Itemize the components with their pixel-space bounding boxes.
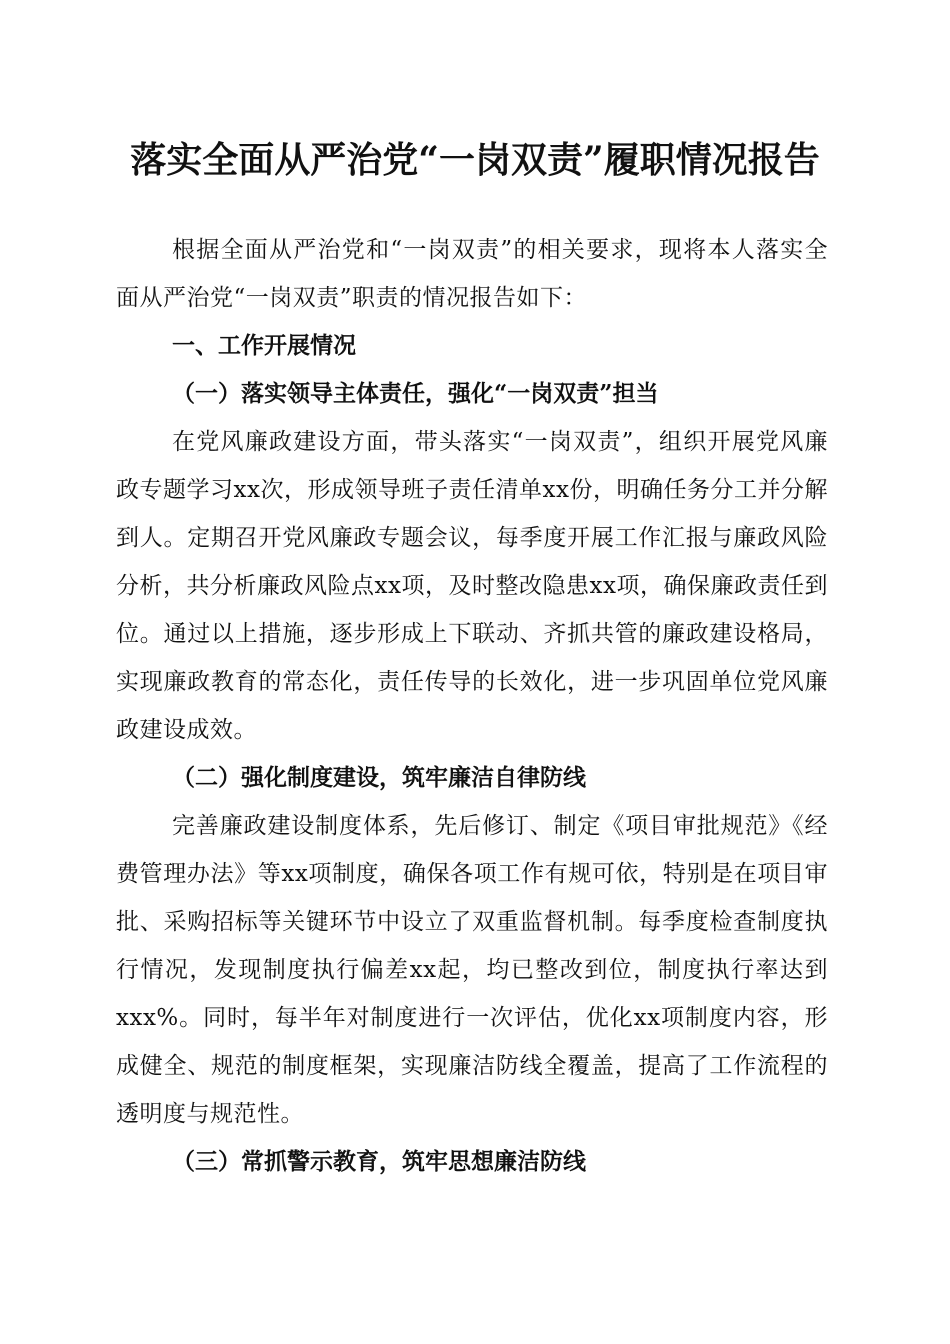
subsection-heading-leadership-responsibility: （一）落实领导主体责任，强化“一岗双责”担当 [172, 380, 659, 407]
document-title: 落实全面从严治党“一岗双责”履职情况报告 [130, 139, 820, 181]
subsection-body-system-building: 完善廉政建设制度体系，先后修订、制定《项目审批规范》《经费管理办法》等xx项制度，确保各项工作有规可依，特别是在项目审批、采购招标等关键环节中设立了双重监督机制。每季度检查制度执行情况，发现制度执行偏差xx起，均已整改到位，制度执行率达到xxx%。同时，每半年对制度进行一次评估，优化xx项制度内容，形成健全、规范的制度框架，实现廉洁防线全覆盖，提高了工作流程的透明度与规范性。 [116, 813, 828, 1127]
subsection-heading-warning-education: （三）常抓警示教育，筑牢思想廉洁防线 [172, 1148, 586, 1175]
subsection-heading-system-building: （二）强化制度建设，筑牢廉洁自律防线 [172, 764, 586, 791]
subsection-body-leadership-responsibility: 在党风廉政建设方面，带头落实“一岗双责”，组织开展党风廉政专题学习xx次，形成领导班子责任清单xx份，明确任务分工并分解到人。定期召开党风廉政专题会议，每季度开展工作汇报与廉政风险分析，共分析廉政风险点xx项，及时整改隐患xx项，确保廉政责任到位。通过以上措施，逐步形成上下联动、齐抓共管的廉政建设格局，实现廉政教育的常态化，责任传导的长效化，进一步巩固单位党风廉政建设成效。 [116, 429, 828, 743]
document-body [116, 226, 828, 1186]
section-heading-work-progress: 一、工作开展情况 [172, 333, 356, 359]
intro-paragraph: 根据全面从严治党和“一岗双责”的相关要求，现将本人落实全面从严治党“一岗双责”职责的情况报告如下： [116, 237, 828, 311]
